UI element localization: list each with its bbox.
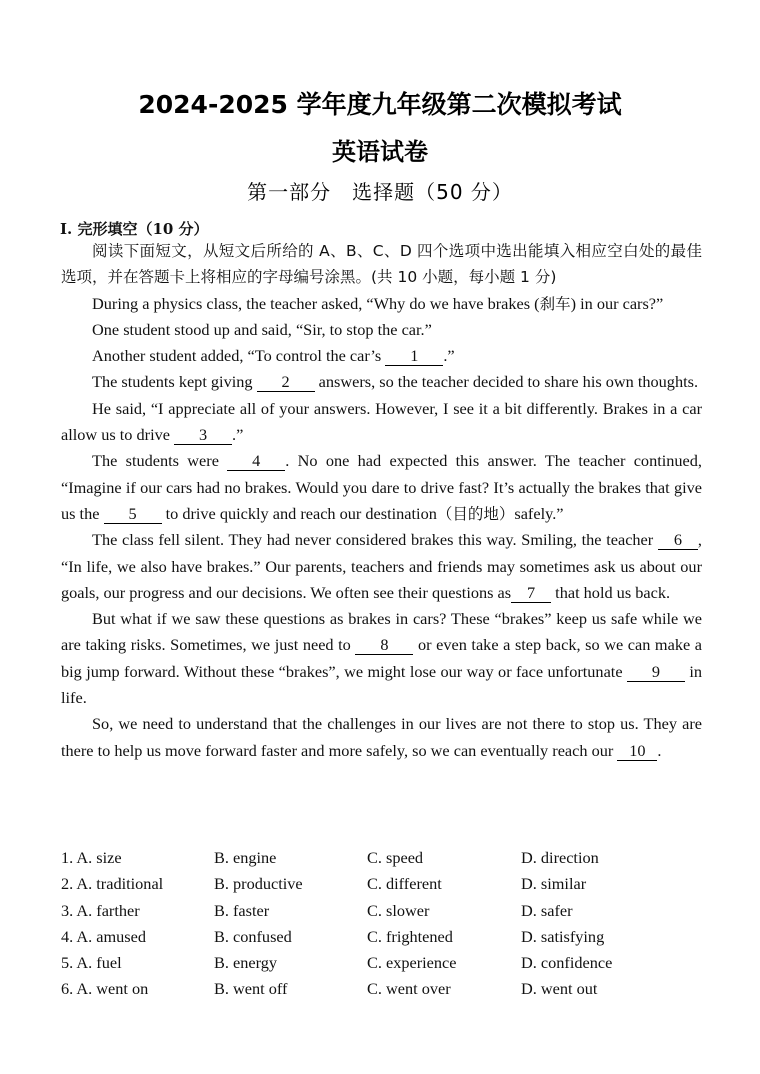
- option-a: 6. A. went on: [61, 979, 149, 999]
- answer-blank: 2: [257, 373, 315, 392]
- option-c: C. slower: [367, 900, 430, 920]
- option-c: C. went over: [367, 979, 451, 999]
- answer-options: [61, 845, 702, 1003]
- option-row: [61, 976, 702, 1002]
- answer-blank: 10: [617, 742, 657, 761]
- option-d: D. went out: [521, 979, 598, 999]
- option-c: C. experience: [367, 953, 457, 973]
- passage-paragraph: He said, “I appreciate all of your answers. However, I see it a bit differently. Brakes in a car allow us to drive 3 .”: [61, 398, 702, 445]
- option-a: 4. A. amused: [61, 926, 147, 946]
- option-row: [61, 845, 702, 871]
- answer-blank: 7: [511, 584, 551, 603]
- exam-title: 2024-2025 学年度九年级第二次模拟考试: [138, 90, 622, 119]
- option-b: B. confused: [214, 926, 292, 946]
- option-c: C. speed: [367, 848, 424, 867]
- passage-paragraph: So, we need to understand that the challenges in our lives are not there to stop us. They are there to help us move forward faster and more safely, so we can eventually reach our 10 .: [61, 714, 702, 760]
- passage-paragraph: The class fell silent. They had never considered brakes this way. Smiling, the teacher 6 , “In life, we also have brakes.” Our parents, teachers and friends may sometimes ask us about our goals, our progress and our decisions. We often see their questions as 7 that hold us back.: [61, 530, 702, 602]
- part-title: 第一部分 选择题（50 分）: [247, 180, 513, 204]
- option-b: B. productive: [214, 874, 303, 894]
- option-a: 5. A. fuel: [61, 953, 122, 973]
- option-d: D. safer: [521, 900, 573, 920]
- answer-blank: 1: [385, 347, 443, 366]
- option-row: [61, 898, 702, 924]
- option-d: D. direction: [521, 848, 599, 867]
- option-b: B. went off: [214, 979, 288, 999]
- option-b: B. energy: [214, 953, 278, 973]
- passage-paragraph: One student stood up and said, “Sir, to stop the car.”: [92, 319, 432, 339]
- answer-blank: 6: [658, 531, 698, 550]
- section-heading: I. 完形填空（10 分）: [60, 220, 209, 238]
- option-a: 1. A. size: [61, 848, 122, 867]
- option-row: [61, 924, 702, 950]
- answer-blank: 8: [355, 636, 413, 655]
- option-a: 3. A. farther: [61, 900, 140, 920]
- answer-blank: 3: [174, 426, 232, 445]
- option-row: [61, 950, 702, 976]
- option-d: D. confidence: [521, 953, 613, 973]
- section-instructions: 阅读下面短文，从短文后所给的 A、B、C、D 四个选项中选出能填入相应空白处的最佳选项，并在答题卡上将相应的字母编号涂黑。(共 10 小题，每小题 1 分): [61, 242, 702, 287]
- answer-blank: 4: [227, 452, 285, 471]
- passage-paragraph: The students kept giving 2 answers, so the teacher decided to share his own thoughts.: [92, 372, 699, 392]
- option-row: [61, 871, 702, 897]
- option-d: D. satisfying: [521, 926, 605, 946]
- cloze-passage: [61, 238, 702, 764]
- passage-paragraph: During a physics class, the teacher asked, “Why do we have brakes (刹车) in our cars?”: [92, 293, 664, 313]
- option-a: 2. A. traditional: [61, 874, 164, 894]
- answer-blank: 9: [627, 663, 685, 682]
- option-c: C. different: [367, 874, 442, 894]
- option-b: B. faster: [214, 900, 270, 920]
- passage-paragraph: The students were 4 . No one had expected this answer. The teacher continued, “Imagine if our cars had no brakes. Would you dare to drive fast? It’s actually the brakes that give us the 5 to drive quickly and reach our destination（目的地）safely.”: [61, 451, 702, 523]
- option-c: C. frightened: [367, 926, 453, 946]
- option-d: D. similar: [521, 874, 587, 894]
- answer-blank: 5: [104, 505, 162, 524]
- option-b: B. engine: [214, 848, 277, 867]
- exam-subtitle: 英语试卷: [332, 138, 428, 166]
- passage-paragraph: Another student added, “To control the car’s 1 .”: [92, 346, 455, 366]
- passage-paragraph: But what if we saw these questions as brakes in cars? These “brakes” keep us safe while we are taking risks. Sometimes, we just need to 8 or even take a step back, so we can make a big jump forward. Without these “brakes”, we might lose our way or face unfortunate 9 in life.: [61, 609, 702, 708]
